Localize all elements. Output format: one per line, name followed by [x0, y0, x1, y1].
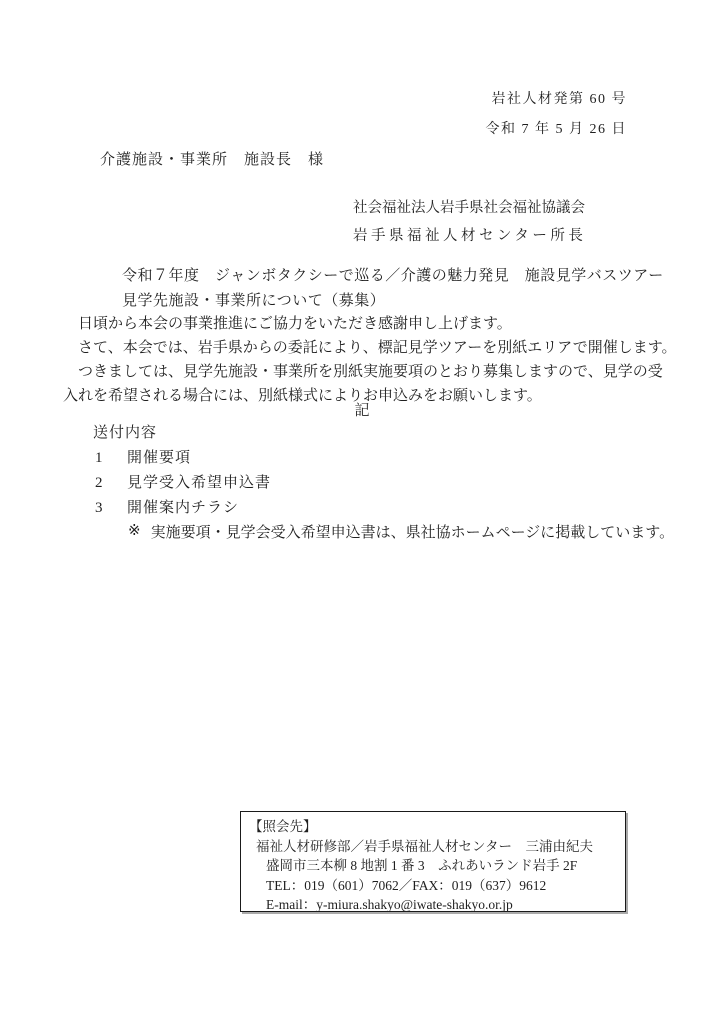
item-label: 見学受入希望申込書: [127, 475, 272, 491]
recipient-line: 介護施設・事業所 施設長 様: [100, 152, 325, 168]
contact-box: [240, 811, 626, 912]
note-line: [128, 521, 674, 542]
subject-line-2: 見学先施設・事業所について（募集）: [122, 293, 386, 309]
note-text: 実施要項・見学会受入希望申込書は、県社協ホームページに掲載しています。: [150, 525, 675, 541]
contact-tel-fax: TEL：019（601）7062／FAX：019（637）9612: [266, 877, 547, 893]
body-line-2: さて、本会では、岩手県からの委託により、標記見学ツアーを別紙エリアで開催します。: [78, 340, 677, 356]
contact-address: 盛岡市三本柳 8 地割 1 番 3 ふれあいランド岩手 2F: [266, 858, 578, 873]
contact-dept: 福祉人材研修部／岩手県福祉人材センター 三浦由紀夫: [256, 838, 593, 854]
item-number: 3: [95, 500, 103, 516]
body-line-1: 日頃から本会の事業推進にご協力をいただき感謝申し上げます。: [78, 316, 512, 332]
doc-number-block: [486, 85, 628, 145]
list-item: [95, 496, 271, 521]
contact-email: E-mail：y-miura.shakyo@iwate-shakyo.or.jp: [266, 897, 513, 912]
subject-line-1: 令和７年度 ジャンボタクシーで巡る／介護の魅力発見 施設見学バスツアー: [122, 268, 664, 284]
contents-list: [95, 446, 271, 521]
doc-date: 令和 7 年 5 月 26 日: [485, 122, 627, 137]
item-label: 開催案内チラシ: [127, 500, 240, 516]
body-line-4: 入れを希望される場合には、別紙様式によりお申込みをお願いします。: [63, 388, 542, 404]
item-number: 1: [95, 450, 103, 466]
sender-org: 社会福祉法人岩手県社会福祉協議会: [353, 200, 585, 216]
list-item: [95, 471, 271, 496]
body-paragraphs: [63, 312, 677, 408]
body-line-3: つきましては、見学先施設・事業所を別紙実施要項のとおり募集しますので、見学の受: [78, 364, 663, 380]
record-mark: 記: [354, 403, 370, 419]
item-number: 2: [95, 475, 103, 491]
sender-block: [353, 194, 593, 250]
note-mark: ※: [128, 523, 141, 539]
doc-number: 岩社人材発第 60 号: [491, 92, 627, 107]
sender-title: 岩手県福祉人材センター所長: [353, 228, 587, 244]
contact-heading: 【照会先】: [249, 819, 317, 834]
subject-block: [122, 264, 664, 314]
contents-heading: 送付内容: [93, 425, 158, 441]
list-item: [95, 446, 271, 471]
item-label: 開催要項: [127, 450, 192, 466]
